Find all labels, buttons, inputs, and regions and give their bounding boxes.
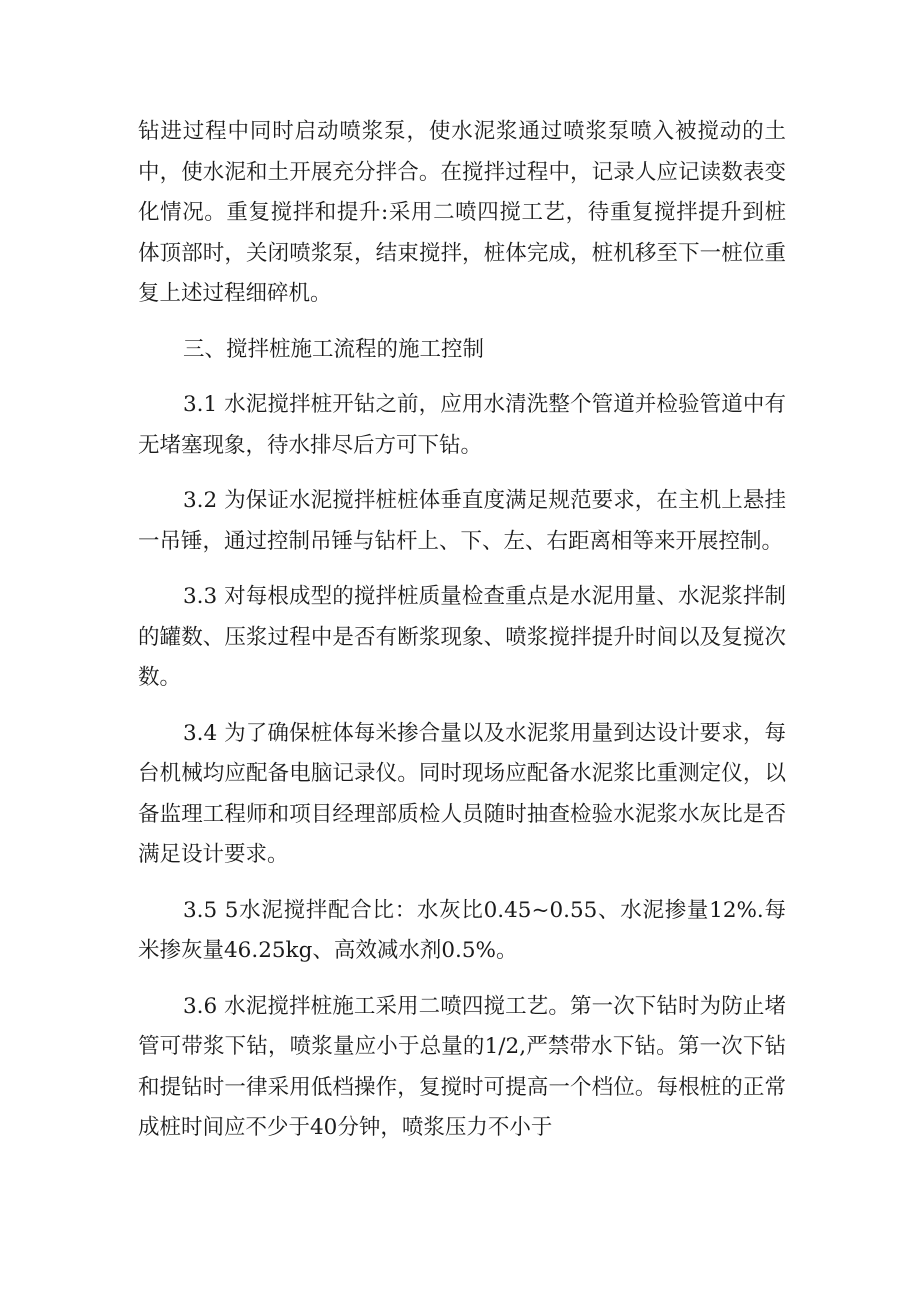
document-body xyxy=(138,112,786,1149)
paragraph-3-4: 3.4 为了确保桩体每米掺合量以及水泥浆用量到达设计要求，每台机械均应配备电脑记录仪。同时现场应配备水泥浆比重测定仪，以备监理工程师和项目经理部质检人员随时抽查检验水泥浆水灰比是否满足设计要求。 xyxy=(138,720,786,867)
paragraph-continuation: 钻进过程中同时启动喷浆泵，使水泥浆通过喷浆泵喷入被搅动的土中，使水泥和土开展充分拌合。在搅拌过程中，记录人应记读数表变化情况。重复搅拌和提升:采用二喷四搅工艺，待重复搅拌提升到桩体顶部时，关闭喷浆泵，结束搅拌，桩体完成，桩机移至下一桩位重复上述过程细碎机。 xyxy=(138,119,786,306)
section-heading: 三、搅拌桩施工流程的施工控制 xyxy=(183,336,485,362)
paragraph-3-5: 3.5 5水泥搅拌配合比：水灰比0.45~0.55、水泥掺量12%.每米掺灰量46.25kg、高效减水剂0.5%。 xyxy=(138,897,786,963)
paragraph-3-2: 3.2 为保证水泥搅拌桩桩体垂直度满足规范要求，在主机上悬挂一吊锤，通过控制吊锤与钻杆上、下、左、右距离相等来开展控制。 xyxy=(138,488,786,554)
paragraph-3-6: 3.6 水泥搅拌桩施工采用二喷四搅工艺。第一次下钻时为防止堵管可带浆下钻，喷浆量应小于总量的1/2,严禁带水下钻。第一次下钻和提钻时一律采用低档操作，复搅时可提高一个档位。每根桩的正常成桩时间应不少于40分钟，喷浆压力不小于 xyxy=(138,993,786,1140)
paragraph-3-3: 3.3 对每根成型的搅拌桩质量检查重点是水泥用量、水泥浆拌制的罐数、压浆过程中是否有断浆现象、喷浆搅拌提升时间以及复搅次数。 xyxy=(138,584,786,690)
paragraph-3-1: 3.1 水泥搅拌桩开钻之前，应用水清洗整个管道并检验管道中有无堵塞现象，待水排尽后方可下钻。 xyxy=(138,392,786,458)
